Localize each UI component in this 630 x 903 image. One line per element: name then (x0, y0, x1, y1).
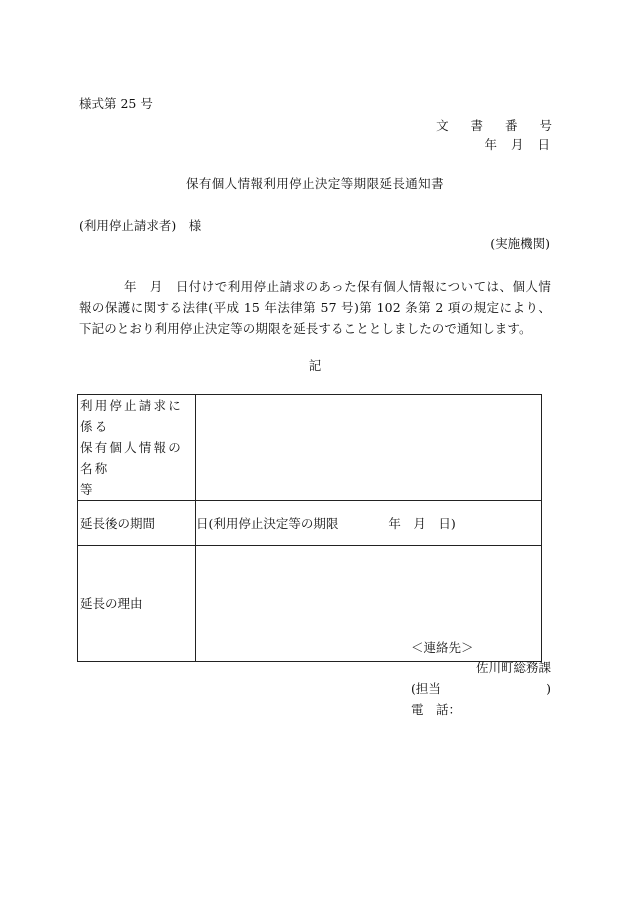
personal-info-name-label (78, 395, 196, 501)
contact-heading: ＜連絡先＞ (411, 640, 474, 655)
issuing-organization: (実施機関) (490, 236, 550, 251)
contact-person-open: (担当 (411, 681, 441, 696)
date-line: 年 月 日 (484, 137, 550, 152)
extended-period-value: 日(利用停止決定等の期限 年 月 日) (196, 501, 542, 546)
table-row (78, 395, 542, 501)
addressee: (利用停止請求者) 様 (79, 218, 202, 233)
contact-department: 佐川町総務課 (475, 660, 551, 675)
extended-period-label: 延長後の期間 (78, 501, 196, 546)
document-title: 保有個人情報利用停止決定等期限延長通知書 (185, 176, 444, 191)
personal-info-name-value (196, 395, 542, 501)
label-line: 保有個人情報の名称 (80, 440, 183, 476)
contact-person (411, 681, 551, 697)
details-table (77, 394, 542, 662)
table-row (78, 501, 542, 546)
contact-person-close: ) (546, 681, 551, 696)
contact-phone: 電 話： (411, 702, 462, 717)
form-number: 様式第 25 号 (79, 96, 153, 111)
label-line: 等 (80, 482, 95, 497)
extension-reason-label: 延長の理由 (78, 546, 196, 662)
label-line: 利用停止請求に係る (80, 398, 183, 434)
extension-reason-value (196, 546, 542, 662)
ki-heading: 記 (308, 358, 322, 373)
document-number: 文 書 番 号 (436, 118, 561, 133)
notice-body: 年 月 日付けで利用停止請求のあった保有個人情報については、個人情報の保護に関する法律(平成 15 年法律第 57 号)第 102 条第 2 項の規定により、下記のとおり利用停止決定等の期限を延長することとしましたので通知します。 (79, 279, 551, 336)
